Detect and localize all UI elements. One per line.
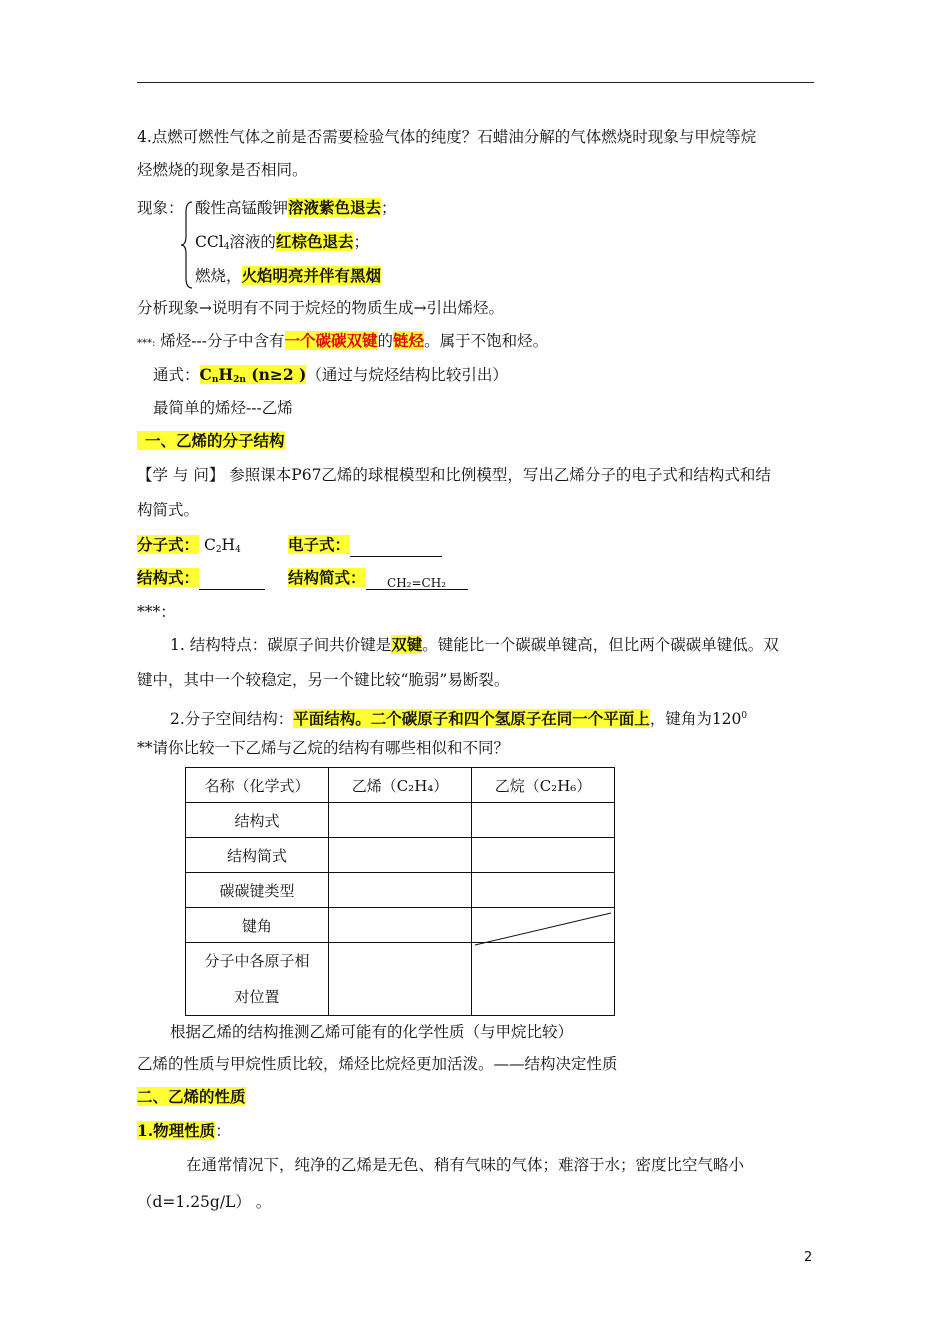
table-cell-blank[interactable] [329, 943, 472, 1016]
electron-formula-blank[interactable] [350, 538, 442, 557]
infer-properties: 根据乙烯的结构推测乙烯可能有的化学性质（与甲烷比较） [170, 1023, 574, 1041]
section-1-heading [137, 429, 285, 453]
definition-highlight-chain: 链烃 [393, 331, 425, 350]
structural-formula-row [137, 566, 265, 590]
table-cell-blank[interactable] [472, 838, 615, 873]
compare-question: **请你比较一下乙烯与乙烷的结构有哪些相似和不同？ [137, 739, 510, 757]
phenomenon-1 [195, 196, 397, 220]
structure-feature-highlight: 双键 [391, 635, 423, 654]
phenomenon-1-text: 酸性高锰酸钾 [195, 199, 289, 217]
table-row-label-position [186, 943, 329, 1016]
table-cell-blank[interactable] [329, 908, 472, 943]
mark-3: ***： [137, 603, 176, 621]
table-cell-blank[interactable] [329, 803, 472, 838]
phenomena-label: 现象： [137, 199, 184, 217]
table-row-label-line1: 分子中各原子相 [204, 952, 310, 970]
phenomenon-2-highlight: 红棕色退去 [275, 232, 354, 251]
phenomenon-3-text: 燃烧， [195, 267, 242, 285]
section-2-title: 二、乙烯的性质 [137, 1087, 246, 1106]
study-question-line1: 【学 与 问】 参照课本P67乙烯的球棍模型和比例模型，写出乙烯分子的电子式和结构式和结 [137, 466, 771, 484]
molecular-formula-h: H [221, 536, 236, 554]
structural-formula-blank[interactable] [199, 571, 265, 590]
properties-comparison: 乙烯的性质与甲烷性质比较，烯烃比烷烃更加活泼。——结构决定性质 [137, 1055, 618, 1073]
table-row-label: 结构简式 [186, 838, 329, 873]
molecular-formula-c-sub: 2 [215, 545, 222, 555]
table-cell-blank[interactable] [329, 873, 472, 908]
molecular-formula-row [137, 533, 241, 562]
table-row-label: 结构式 [186, 803, 329, 838]
formula-sub-2n: 2n [233, 375, 246, 385]
molecular-formula-label: 分子式： [137, 535, 200, 554]
phenomenon-3-highlight: 火焰明亮并伴有黑烟 [241, 266, 382, 285]
structure-feature-text-2: 。键能比一个碳碳单键高，但比两个碳碳单键低。双 [422, 636, 779, 654]
physical-properties-heading [137, 1119, 231, 1143]
simplest-alkene: 最简单的烯烃---乙烯 [153, 399, 293, 417]
diagonal-line-icon [473, 911, 615, 946]
simplified-formula-label: 结构简式： [288, 568, 366, 587]
header-rule [137, 82, 814, 83]
structural-formula-label: 结构式： [137, 568, 200, 587]
table-row-label: 键角 [186, 908, 329, 943]
molecular-formula-c: C [199, 536, 216, 554]
structure-feature-line2: 键中，其中一个较稳定，另一个键比较“脆弱”易断裂。 [137, 671, 510, 689]
question-4-line1: 4.点燃可燃性气体之前是否需要检验气体的纯度？石蜡油分解的气体燃烧时现象与甲烷等烷 [137, 128, 757, 146]
physical-properties-line1: 在通常情况下，纯净的乙烯是无色、稍有气味的气体；难溶于水；密度比空气略小 [186, 1156, 745, 1174]
definition-text-1: 烯烃---分子中含有 [155, 332, 285, 350]
formula-h: H [218, 365, 234, 384]
definition-text-2: 的 [377, 332, 394, 350]
question-4-line2: 烃燃烧的现象是否相同。 [137, 161, 308, 179]
table-header-ethane: 乙烷（C₂H₆） [472, 768, 615, 803]
definition-text-3: 。属于不饱和烃。 [424, 332, 549, 350]
physical-properties-label: 1.物理性质 [137, 1121, 216, 1140]
general-formula [153, 363, 508, 392]
formula-sub-n: n [211, 375, 219, 385]
phenomenon-1-highlight: 溶液紫色退去 [288, 198, 382, 217]
formula-condition: (n≥2 ) [245, 365, 307, 384]
phenomenon-2-formula: CCl [195, 233, 224, 251]
study-question-line2: 构简式。 [137, 501, 200, 519]
spatial-structure-text: ，键角为120 [649, 710, 742, 728]
simplified-formula-value: CH₂=CH₂ [366, 571, 468, 590]
comparison-table [185, 767, 615, 1016]
formula-note: （通过与烷烃结构比较引出） [306, 366, 508, 384]
structure-feature-text-1: 1. 结构特点：碳原子间共价键是 [170, 636, 392, 654]
spatial-structure [170, 704, 747, 731]
page-number: 2 [804, 1250, 813, 1265]
molecular-formula-h-sub: 4 [235, 545, 241, 555]
spatial-structure-label: 2.分子空间结构： [170, 710, 294, 728]
table-row-label: 碳碳键类型 [186, 873, 329, 908]
alkene-definition [137, 329, 548, 356]
phenomenon-2-text: 溶液的 [229, 233, 276, 251]
physical-properties-colon: ： [215, 1122, 231, 1140]
definition-highlight-double-bond: 一个碳碳双键 [284, 331, 378, 350]
definition-mark: ***: [137, 338, 156, 349]
phenomenon-2-subscript: 4 [223, 242, 230, 252]
formula-c: C [199, 365, 212, 384]
degree-superscript: 0 [741, 711, 748, 721]
electron-formula-row [288, 533, 442, 557]
table-header-ethylene: 乙烯（C₂H₄） [329, 768, 472, 803]
table-cell-blank[interactable] [472, 943, 615, 1016]
physical-properties-line2: （d=1.25g/L） 。 [137, 1193, 272, 1211]
table-cell-blank[interactable] [472, 873, 615, 908]
table-header-name: 名称（化学式） [186, 768, 329, 803]
phenomenon-2 [195, 230, 369, 259]
spatial-structure-highlight: 平面结构。二个碳原子和四个氢原子在同一个平面上 [293, 709, 650, 728]
electron-formula-label: 电子式： [288, 535, 351, 554]
left-brace-icon [180, 200, 194, 290]
phenomenon-1-end: ； [381, 199, 397, 217]
structure-feature-line1 [170, 633, 779, 657]
analysis-text: 分析现象→说明有不同于烷烃的物质生成→引出烯烃。 [137, 299, 504, 317]
simplified-formula-row [288, 566, 468, 590]
table-cell-blank[interactable] [472, 803, 615, 838]
general-formula-label: 通式： [153, 366, 200, 384]
table-cell-blank[interactable] [329, 838, 472, 873]
table-row-label-line2: 对位置 [234, 988, 280, 1006]
phenomenon-2-end: ； [353, 233, 369, 251]
phenomenon-3 [195, 264, 381, 288]
section-2-heading [137, 1085, 246, 1109]
section-1-title: 一、乙烯的分子结构 [137, 431, 285, 450]
